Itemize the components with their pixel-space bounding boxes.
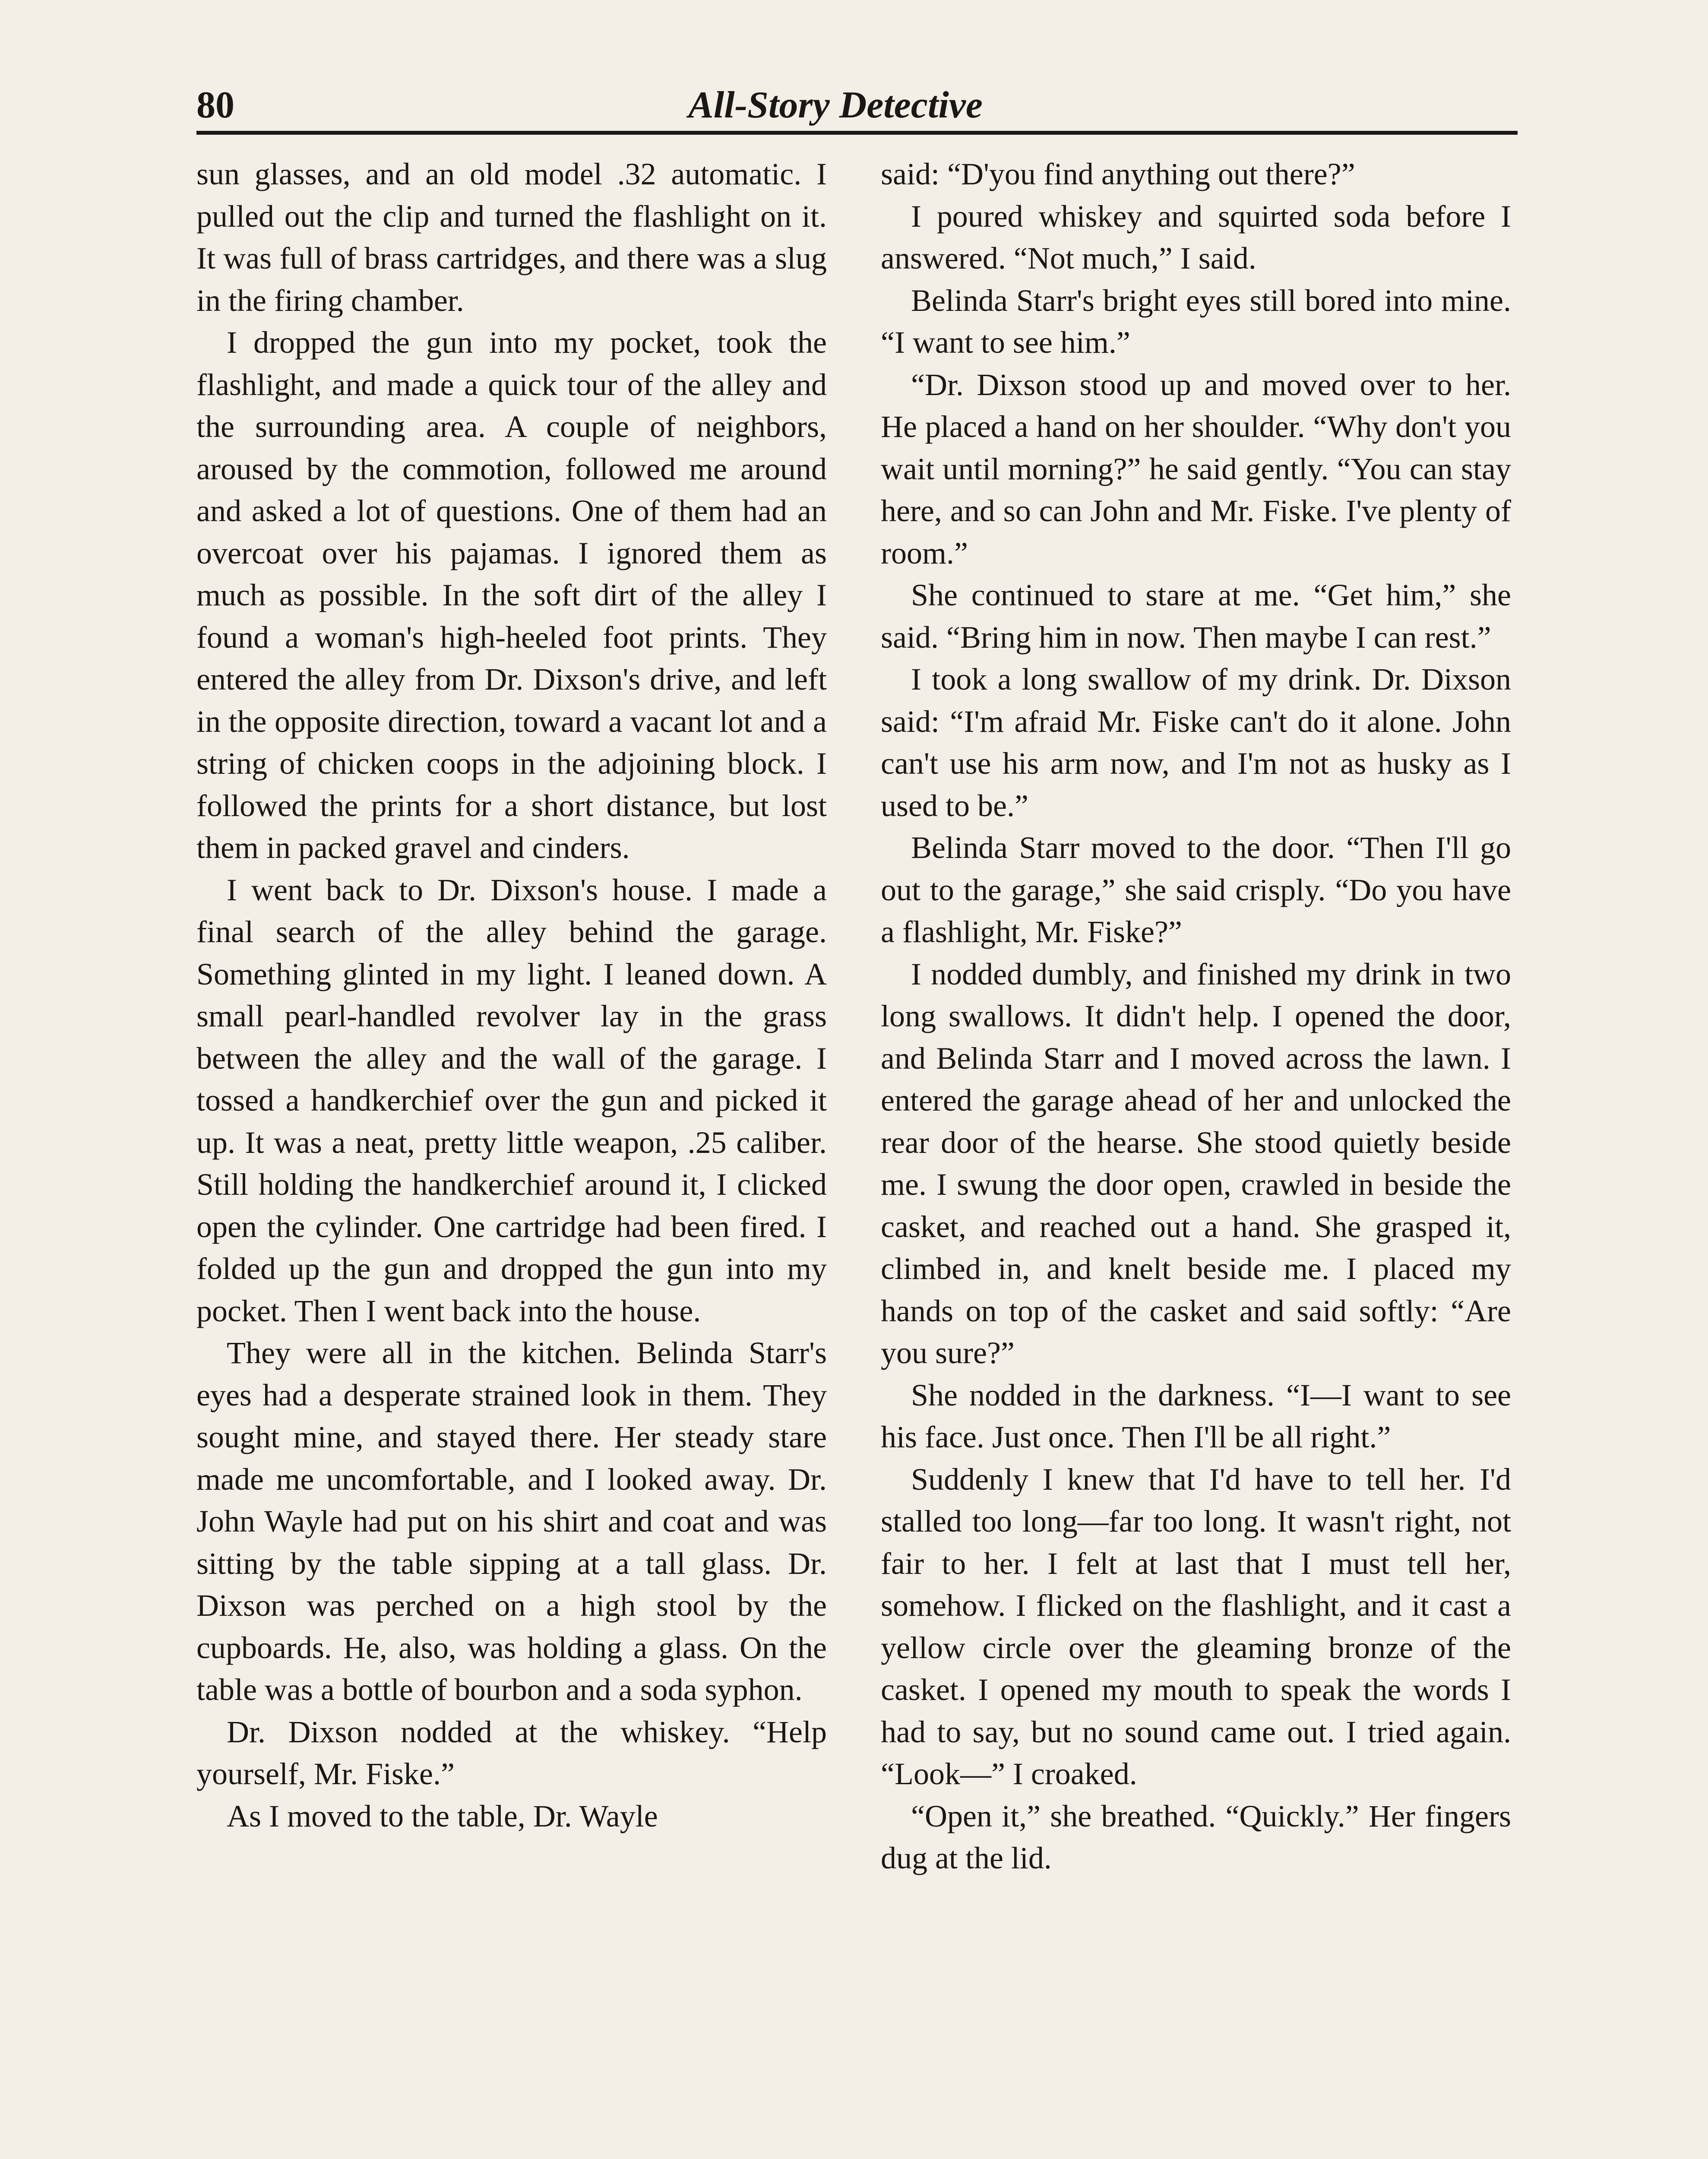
paragraph: Dr. Dixson nodded at the whiskey. “Help yourself, Mr. Fiske.” [196,1714,827,1791]
paragraph: I poured whiskey and squirted soda before I answered. “Not much,” I said. [881,199,1511,275]
paragraph: She continued to stare at me. “Get him,” she said. “Bring him in now. Then maybe I can rest.” [881,578,1511,655]
paragraph: They were all in the kitchen. Belinda Starr's eyes had a desperate strained look in them. They sought mine, and stayed there. Her steady stare made me uncomfortable, and I looked away. Dr. John Wayle had put on his shirt and coat and was sitting by the table sipping at a tall glass. Dr. Dixson was perched on a high stool by the cupboards. He, also, was holding a glass. On the table was a bottle of bourbon and a soda syphon. [196,1336,827,1707]
page-number: 80 [196,84,234,126]
running-title: All-Story Detective [688,84,983,126]
paragraph: said: “D'you find anything out there?” [881,157,1355,191]
paragraph: “Dr. Dixson stood up and moved over to her. He placed a hand on her shoulder. “Why don't you wait until morning?” he said gently. “You can stay here, and so can John and Mr. Fiske. I've plenty of room.” [881,367,1511,570]
paragraph: I dropped the gun into my pocket, took the flashlight, and made a quick tour of the alley and the surrounding area. A couple of neighbors, aroused by the commotion, followed me around and asked a lot of questions. One of them had an overcoat over his pajamas. I ignored them as much as possible. In the soft dirt of the alley I found a woman's high-heeled foot prints. They entered the alley from Dr. Dixson's drive, and left in the opposite direction, toward a vacant lot and a string of chicken coops in the adjoining block. I followed the prints for a short distance, but lost them in packed gravel and cinders. [196,325,827,865]
paragraph: She nodded in the darkness. “I—I want to see his face. Just once. Then I'll be all right.” [881,1377,1511,1454]
left-column [196,153,827,1837]
paragraph: sun glasses, and an old model .32 automatic. I pulled out the clip and turned the flashlight on it. It was full of brass cartridges, and there was a slug in the firing chamber. [196,157,827,318]
paragraph: I nodded dumbly, and finished my drink in two long swallows. It didn't help. I opened the door, and Belinda Starr and I moved across the lawn. I entered the garage ahead of her and unlocked the rear door of the hearse. She stood quietly beside me. I swung the door open, crawled in beside the casket, and reached out a hand. She grasped it, climbed in, and knelt beside me. I placed my hands on top of the casket and said softly: “Are you sure?” [881,956,1511,1370]
header-rule [196,131,1518,135]
paragraph: Belinda Starr's bright eyes still bored into mine. “I want to see him.” [881,283,1511,360]
paragraph: As I moved to the table, Dr. Wayle [227,1798,658,1833]
paragraph: I took a long swallow of my drink. Dr. Dixson said: “I'm afraid Mr. Fiske can't do it alone. John can't use his arm now, and I'm not as husky as I used to be.” [881,662,1511,823]
paragraph: Suddenly I knew that I'd have to tell her. I'd stalled too long—far too long. It wasn't right, not fair to her. I felt at last that I must tell her, somehow. I flicked on the flashlight, and it cast a yellow circle over the gleaming bronze of the casket. I opened my mouth to speak the words I had to say, but no sound came out. I tried again. “Look—” I croaked. [881,1462,1511,1791]
paragraph: I went back to Dr. Dixson's house. I made a final search of the alley behind the garage. Something glinted in my light. I leaned down. A small pearl-handled revolver lay in the grass between the alley and the wall of the garage. I tossed a handkerchief over the gun and picked it up. It was a neat, pretty little weapon, .25 caliber. Still holding the handkerchief around it, I clicked open the cylinder. One cartridge had been fired. I folded up the gun and dropped the gun into my pocket. Then I went back into the house. [196,872,827,1328]
right-column [881,153,1511,1880]
paragraph: “Open it,” she breathed. “Quickly.” Her fingers dug at the lid. [881,1798,1511,1875]
page-header [196,76,1518,136]
paragraph: Belinda Starr moved to the door. “Then I'll go out to the garage,” she said crisply. “Do you have a flashlight, Mr. Fiske?” [881,830,1511,949]
